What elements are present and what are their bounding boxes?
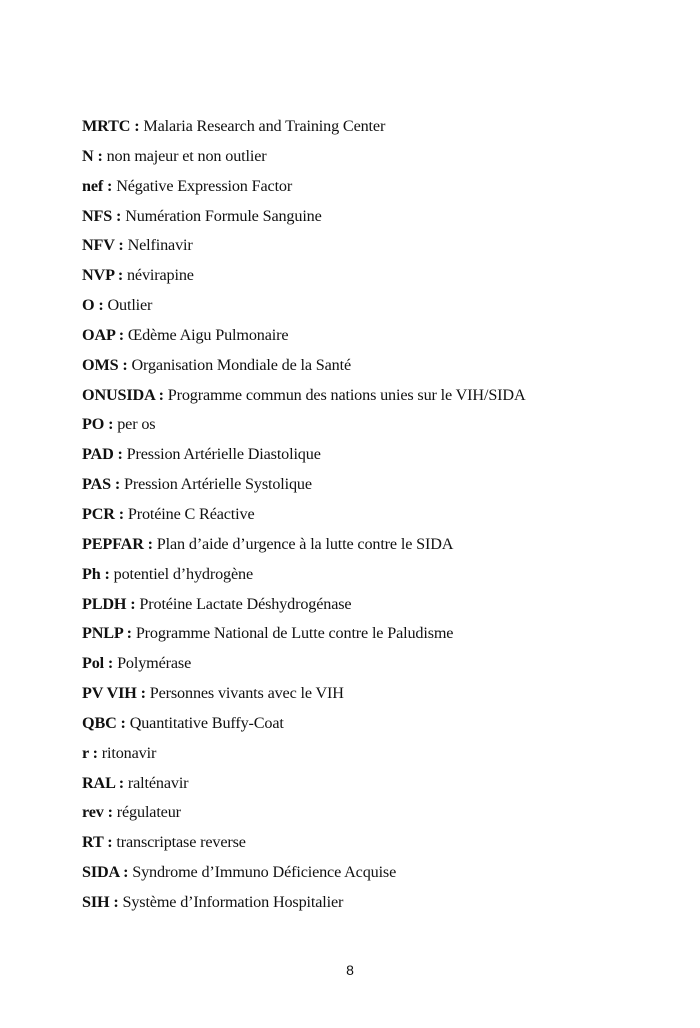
abbreviation-entry (82, 562, 526, 592)
abbreviation-separator: : (114, 236, 128, 255)
abbreviation-entry (82, 532, 526, 562)
abbreviation-definition: Outlier (107, 296, 153, 315)
abbreviation-entry (82, 860, 526, 890)
abbreviation-entry (82, 323, 526, 353)
abbreviation-term: PLDH (82, 594, 127, 613)
abbreviation-separator: : (112, 206, 126, 225)
abbreviation-separator: : (103, 803, 117, 822)
abbreviation-separator: : (114, 325, 128, 344)
abbreviation-entry (82, 890, 526, 920)
abbreviation-separator: : (104, 415, 118, 434)
abbreviation-entry (82, 233, 526, 263)
abbreviation-term: NFS (82, 206, 113, 225)
abbreviation-separator: : (103, 176, 117, 195)
page-number: 8 (346, 962, 354, 978)
abbreviation-definition: Numération Formule Sanguine (125, 206, 322, 225)
abbreviation-definition: névirapine (126, 266, 194, 285)
abbreviation-definition: Syndrome d’Immuno Déficience Acquise (132, 863, 397, 882)
abbreviation-separator: : (114, 773, 128, 792)
abbreviation-separator: : (113, 266, 127, 285)
abbreviation-term: PEPFAR (82, 534, 144, 553)
abbreviation-separator: : (109, 892, 123, 911)
abbreviation-term: QBC (82, 713, 117, 732)
abbreviation-separator: : (126, 594, 140, 613)
abbreviation-separator: : (118, 355, 132, 374)
abbreviation-entry (82, 592, 526, 622)
abbreviation-definition: Pression Artérielle Diastolique (126, 445, 321, 464)
abbreviation-definition: Protéine C Réactive (127, 504, 255, 523)
abbreviation-definition: Négative Expression Factor (116, 176, 293, 195)
abbreviation-entry (82, 263, 526, 293)
abbreviation-term: PAD (82, 445, 114, 464)
abbreviation-term: Pol (82, 654, 105, 673)
abbreviation-definition: Programme commun des nations unies sur le VIH/SIDA (167, 385, 526, 404)
abbreviation-separator: : (113, 445, 127, 464)
abbreviation-separator: : (119, 863, 133, 882)
abbreviation-definition: Œdème Aigu Pulmonaire (127, 325, 289, 344)
abbreviation-entry (82, 353, 526, 383)
abbreviation-term: rev (82, 803, 104, 822)
abbreviation-entry (82, 293, 526, 323)
abbreviation-definition: Quantitative Buffy-Coat (129, 713, 284, 732)
abbreviation-entry (82, 472, 526, 502)
abbreviation-separator: : (93, 146, 107, 165)
abbreviation-term: MRTC (82, 117, 131, 135)
abbreviation-separator: : (154, 385, 168, 404)
abbreviation-entry (82, 621, 526, 651)
abbreviation-definition: Organisation Mondiale de la Santé (131, 355, 352, 374)
abbreviation-term: r (82, 743, 89, 762)
abbreviation-term: NFV (82, 236, 115, 255)
abbreviation-entry (82, 830, 526, 860)
abbreviation-term: PNLP (82, 624, 123, 643)
abbreviation-term: SIH (82, 892, 110, 911)
abbreviation-definition: Polymérase (117, 654, 192, 673)
abbreviation-separator: : (100, 564, 114, 583)
abbreviation-definition: non majeur et non outlier (106, 146, 267, 165)
abbreviation-definition: ralténavir (127, 773, 189, 792)
abbreviation-term: PCR (82, 504, 115, 523)
abbreviation-term: O (82, 296, 95, 315)
abbreviation-entry (82, 741, 526, 771)
abbreviation-definition: Malaria Research and Training Center (143, 117, 386, 135)
abbreviation-entry (82, 681, 526, 711)
abbreviation-term: RT (82, 833, 104, 852)
abbreviation-list (82, 114, 526, 920)
abbreviation-entry (82, 204, 526, 234)
abbreviation-definition: régulateur (116, 803, 181, 822)
abbreviation-separator: : (114, 504, 128, 523)
abbreviation-separator: : (122, 624, 136, 643)
abbreviation-separator: : (136, 684, 150, 703)
abbreviation-entry (82, 711, 526, 741)
abbreviation-separator: : (88, 743, 102, 762)
abbreviation-term: SIDA (82, 863, 120, 882)
abbreviation-definition: potentiel d’hydrogène (113, 564, 253, 583)
abbreviation-separator: : (94, 296, 108, 315)
abbreviation-term: ONUSIDA (82, 385, 155, 404)
abbreviation-separator: : (116, 713, 130, 732)
abbreviation-entry (82, 114, 526, 144)
abbreviation-term: nef (82, 176, 104, 195)
abbreviation-definition: Système d’Information Hospitalier (122, 892, 344, 911)
abbreviation-definition: Programme National de Lutte contre le Paludisme (135, 624, 454, 643)
abbreviation-entry (82, 651, 526, 681)
abbreviation-separator: : (104, 654, 118, 673)
abbreviation-term: OMS (82, 355, 119, 374)
abbreviation-entry (82, 442, 526, 472)
abbreviation-separator: : (103, 833, 117, 852)
abbreviation-definition: Pression Artérielle Systolique (123, 475, 312, 494)
abbreviation-separator: : (130, 117, 144, 135)
abbreviation-term: PAS (82, 475, 111, 494)
abbreviation-definition: Nelfinavir (127, 236, 193, 255)
abbreviation-separator: : (110, 475, 124, 494)
abbreviation-entry (82, 174, 526, 204)
abbreviation-term: NVP (82, 266, 114, 285)
abbreviation-definition: transcriptase reverse (116, 833, 246, 852)
abbreviation-term: OAP (82, 325, 115, 344)
abbreviation-entry (82, 502, 526, 532)
abbreviation-definition: Plan d’aide d’urgence à la lutte contre le SIDA (156, 534, 454, 553)
abbreviation-entry (82, 800, 526, 830)
abbreviation-definition: Protéine Lactate Déshydrogénase (139, 594, 352, 613)
abbreviation-term: PO (82, 415, 105, 434)
abbreviation-entry (82, 383, 526, 413)
abbreviation-definition: per os (117, 415, 156, 434)
abbreviation-separator: : (143, 534, 157, 553)
abbreviation-entry (82, 412, 526, 442)
abbreviation-term: RAL (82, 773, 115, 792)
abbreviation-definition: ritonavir (101, 743, 157, 762)
abbreviation-definition: Personnes vivants avec le VIH (149, 684, 344, 703)
abbreviation-entry (82, 144, 526, 174)
abbreviation-term: PV VIH (82, 684, 137, 703)
abbreviation-entry (82, 771, 526, 801)
abbreviation-term: Ph (82, 564, 101, 583)
abbreviation-term: N (82, 146, 94, 165)
